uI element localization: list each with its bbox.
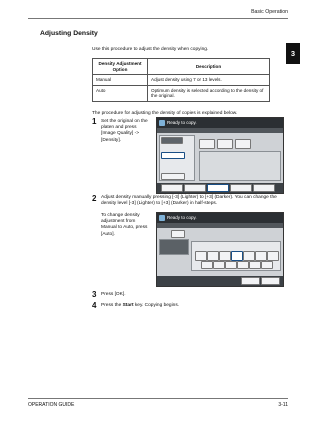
table-cell-description: Adjust density using 7 or 13 levels. (148, 75, 270, 86)
table-header-option: Density Adjustment Option (93, 59, 148, 75)
step-text: Press [OK]. (101, 292, 126, 297)
screen-button (219, 251, 231, 261)
screen-status-bar (157, 213, 283, 223)
step-number: 4 (92, 301, 97, 310)
start-key-label: Start (122, 303, 134, 308)
screen-button (255, 251, 267, 261)
copy-icon (159, 215, 165, 221)
screenshot-image-quality-screen (156, 117, 284, 194)
screen-button (241, 277, 260, 285)
screen-status-text: Ready to copy. (167, 120, 197, 125)
screen-button (171, 230, 185, 238)
screen-button (253, 184, 275, 192)
screen-status-text: Ready to copy. (167, 215, 197, 220)
chapter-tab: 3 (286, 43, 300, 64)
table-cell-description: Optimum density is selected according to the density of the original. (148, 85, 270, 101)
running-header: Basic Operation (251, 9, 288, 15)
page-number: 3-11 (278, 402, 288, 408)
screen-side-panel (159, 239, 189, 255)
screen-button (231, 251, 243, 261)
screen-button (201, 261, 213, 269)
step-text-post: key. Copying begins. (133, 303, 180, 308)
screenshot-density-screen (156, 212, 284, 287)
header-rule (28, 18, 288, 19)
screen-button (249, 261, 261, 269)
screen-button (184, 184, 206, 192)
screen-preview-area (199, 151, 281, 181)
step-text (101, 303, 179, 309)
table-cell-option: Manual (93, 75, 148, 86)
screen-button (230, 184, 252, 192)
table-row (93, 85, 270, 101)
section-title: Adjusting Density (40, 30, 98, 37)
screen-button (261, 261, 273, 269)
screen-tab-strip (157, 128, 283, 133)
screen-button (261, 277, 280, 285)
screen-button (199, 139, 215, 149)
step-text: Adjust density manually pressing [-3] (Lighter) to [+3] (Darker). You can change the density level [-3] (Lighter) to [+3] (Darker) in half-steps. (101, 195, 277, 207)
screen-button (161, 152, 185, 159)
density-options-table (92, 58, 270, 102)
copy-icon (159, 120, 165, 126)
table-header-row (93, 59, 270, 75)
step-number: 2 (92, 194, 97, 203)
screen-button (235, 139, 251, 149)
step-text: Set the original on the platen and press [Image Quality] -> [Density]. (101, 119, 148, 143)
table-cell-option: Auto (93, 85, 148, 101)
screen-button (225, 261, 237, 269)
section-intro: Use this procedure to adjust the density when copying. (92, 47, 209, 52)
step-number: 1 (92, 117, 97, 126)
screen-tab-strip (157, 223, 283, 228)
screen-button (161, 184, 183, 192)
step-subtext: To change density adjustment from Manual to Auto, press [Auto]. (101, 213, 148, 237)
screen-button (207, 251, 219, 261)
footer-rule (28, 398, 288, 399)
step-number: 3 (92, 290, 97, 299)
screen-button (161, 137, 183, 144)
screen-button (195, 251, 207, 261)
step-text-pre: Press the (101, 303, 123, 308)
screen-button (213, 261, 225, 269)
screen-status-bar (157, 118, 283, 128)
screen-button (237, 261, 249, 269)
screen-button (161, 173, 185, 180)
screen-button (267, 251, 279, 261)
footer-guide-name: OPERATION GUIDE (28, 402, 75, 408)
procedure-intro: The procedure for adjusting the density of copies is explained below. (92, 111, 238, 116)
table-row (93, 75, 270, 86)
table-header-description: Description (148, 59, 270, 75)
screen-button (243, 251, 255, 261)
screen-button (207, 184, 229, 192)
screen-button (217, 139, 233, 149)
